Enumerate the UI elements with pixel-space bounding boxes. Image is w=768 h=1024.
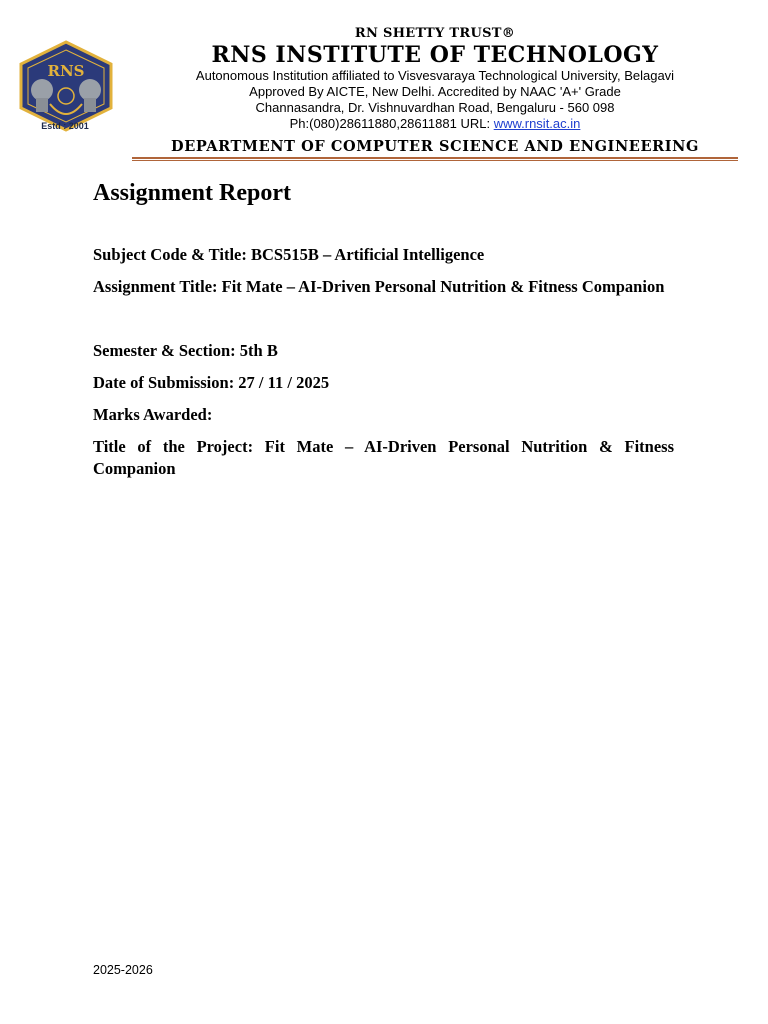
- svg-text:RNS: RNS: [47, 62, 85, 80]
- letterhead-text: [132, 26, 738, 132]
- phone-text: Ph:(080)28611880,28611881 URL:: [289, 116, 494, 131]
- contact-line: [132, 116, 738, 132]
- address-line: Channasandra, Dr. Vishnuvardhan Road, Bengaluru - 560 098: [255, 100, 615, 115]
- semester-field: Semester & Section: 5th B: [93, 341, 278, 360]
- institute-name: RNS INSTITUTE OF TECHNOLOGY: [211, 42, 659, 68]
- assignment-title-field: Assignment Title: Fit Mate – AI-Driven Personal Nutrition & Fitness Companion: [93, 277, 665, 296]
- trust-name: RN SHETTY TRUST®: [354, 26, 516, 41]
- affiliation-line: Autonomous Institution affiliated to Visvesvaraya Technological University, Belagavi: [195, 68, 675, 83]
- header-divider: [132, 157, 738, 159]
- page-title: Assignment Report: [93, 180, 291, 206]
- header-divider-thin: [132, 160, 738, 161]
- project-title-field: Title of the Project: Fit Mate – AI-Driven Personal Nutrition & Fitness Companion: [93, 437, 674, 478]
- established-year: Estd : 2001: [41, 121, 89, 131]
- department-name: DEPARTMENT OF COMPUTER SCIENCE AND ENGINEERING: [171, 138, 699, 155]
- report-body: [93, 176, 674, 480]
- subject-field: Subject Code & Title: BCS515B – Artificial Intelligence: [93, 245, 485, 264]
- website-link[interactable]: www.rnsit.ac.in: [493, 116, 581, 131]
- marks-field: Marks Awarded:: [93, 405, 213, 424]
- letterhead: [0, 0, 768, 170]
- footer-year: 2025-2026: [93, 963, 153, 977]
- submission-date-field: Date of Submission: 27 / 11 / 2025: [93, 373, 330, 392]
- approval-line: Approved By AICTE, New Delhi. Accredited by NAAC 'A+' Grade: [249, 84, 621, 99]
